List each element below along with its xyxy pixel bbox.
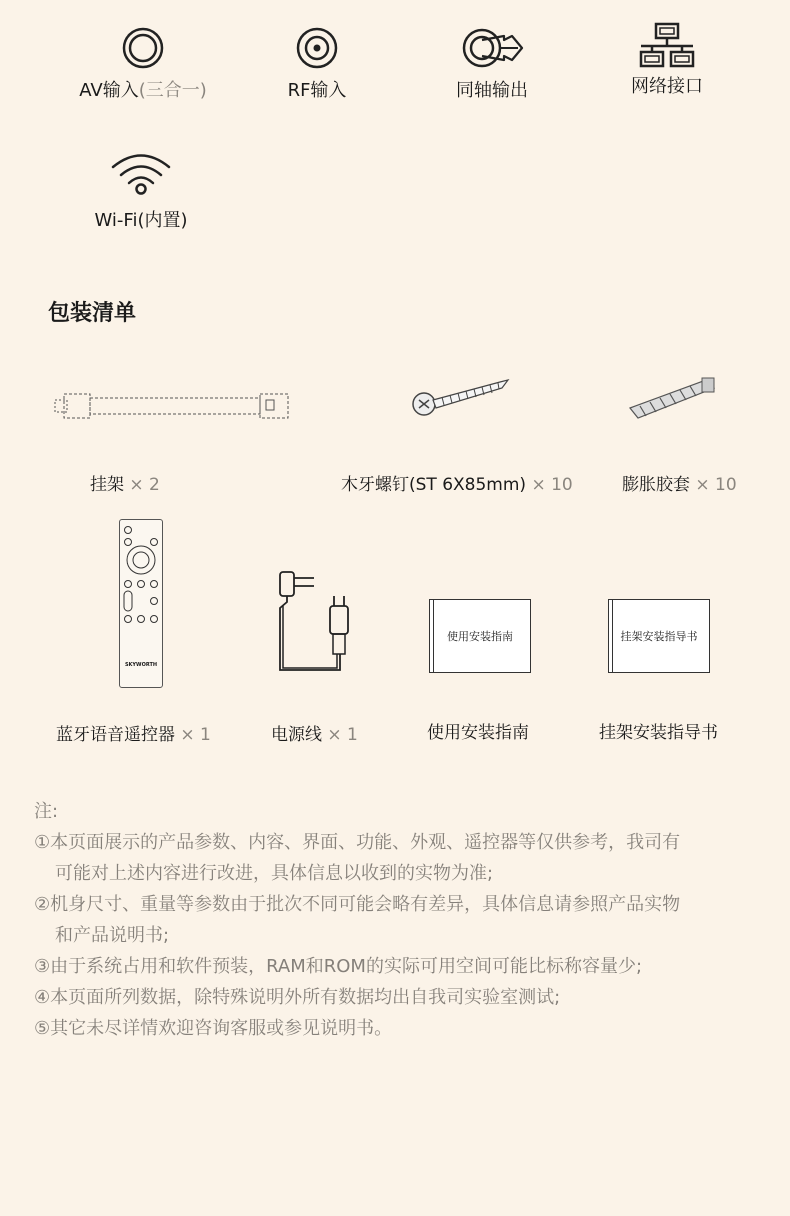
packing-item: 使用安装指南 [427, 723, 529, 743]
voice-remote-image [119, 519, 163, 688]
packing-item: 挂架 × 2 [90, 475, 160, 495]
port-label-suffix: (三合一) [138, 80, 207, 101]
remote-brand-logo: SKYWORTH [124, 662, 158, 668]
network-port-icon [638, 22, 696, 70]
note-line: ⑤其它未尽详情欢迎咨询客服或参见说明书。 [34, 1018, 393, 1039]
installation-guide-booklet: 使用安装指南 [429, 599, 531, 673]
bracket-guide-booklet: 挂架安装指导书 [608, 599, 710, 673]
port-label: Wi-Fi [94, 210, 138, 231]
wood-screw-image [408, 374, 518, 422]
port-rf-input [232, 26, 402, 102]
port-label: RF输入 [287, 80, 347, 101]
packing-item: 电源线 × 1 [271, 725, 358, 745]
note-line: 可能对上述内容进行改进，具体信息以收到的实物为准; [55, 863, 494, 884]
power-cable-image [270, 568, 366, 674]
port-av-input [58, 26, 228, 102]
wifi-icon [110, 152, 172, 196]
packing-item: 挂架安装指导书 [599, 723, 718, 743]
notes-heading: 注: [34, 801, 59, 822]
note-line: ①本页面展示的产品参数、内容、界面、功能、外观、遥控器等仅供参考，我司有 [34, 832, 681, 853]
port-label: 网络接口 [631, 76, 703, 97]
port-network [582, 22, 752, 98]
port-label: AV输入 [79, 80, 139, 101]
note-line: ②机身尺寸、重量等参数由于批次不同可能会略有差异，具体信息请参照产品实物 [34, 894, 681, 915]
section-title-packing-list: 包装清单 [48, 301, 137, 326]
coaxial-output-icon [460, 26, 524, 70]
packing-item: 蓝牙语音遥控器 × 1 [56, 725, 211, 745]
port-coaxial-output [407, 26, 577, 102]
port-wifi [56, 152, 226, 232]
rf-input-icon [295, 26, 339, 70]
note-line: ④本页面所列数据，除特殊说明外所有数据均出自我司实验室测试; [34, 987, 561, 1008]
note-line: ③由于系统占用和软件预装，RAM和ROM的实际可用空间可能比标称容量少; [34, 956, 643, 977]
note-line: 和产品说明书; [55, 925, 170, 946]
notes-section [34, 796, 774, 1044]
port-label-suffix: (内置) [137, 210, 188, 231]
packing-item: 木牙螺钉(ST 6X85mm) × 10 [341, 475, 573, 495]
wall-bracket-image [52, 388, 292, 424]
av-input-icon [121, 26, 165, 70]
port-label: 同轴输出 [456, 80, 528, 101]
expansion-anchor-image [626, 374, 718, 424]
packing-item: 膨胀胶套 × 10 [622, 475, 737, 495]
